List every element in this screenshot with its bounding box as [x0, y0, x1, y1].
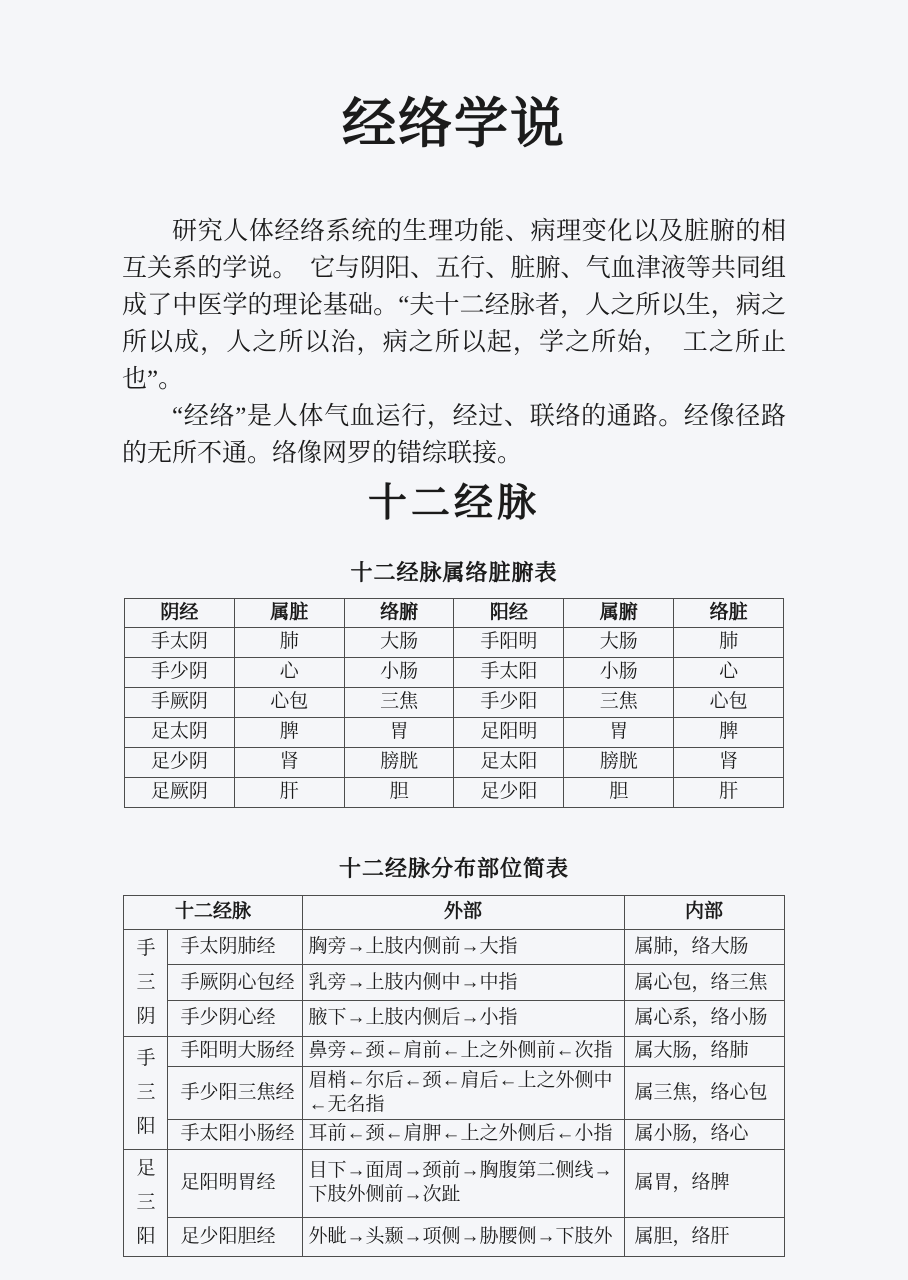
table-cell: 肾	[674, 747, 784, 777]
table-cell: 小肠	[564, 657, 674, 687]
column-header: 外部	[302, 895, 624, 929]
table-cell: 三焦	[564, 687, 674, 717]
table-row	[124, 965, 784, 1001]
organ-relationship-table	[124, 598, 784, 808]
internal-relation: 属心包，络三焦	[624, 965, 784, 1001]
table-cell: 手阳明	[454, 627, 564, 657]
table-row	[124, 1218, 784, 1257]
external-path: 目下→面周→颈前→胸腹第二侧线→下肢外侧前→次趾	[302, 1149, 624, 1217]
table-cell: 足少阳	[454, 777, 564, 807]
table-row	[125, 717, 784, 747]
distribution-table	[123, 895, 784, 1257]
external-path: 眉梢←尔后←颈←肩后←上之外侧中←无名指	[302, 1066, 624, 1119]
table-row	[124, 1066, 784, 1119]
internal-relation: 属小肠，络心	[624, 1119, 784, 1149]
table-cell: 足厥阴	[125, 777, 235, 807]
table-row	[125, 687, 784, 717]
column-header: 属脏	[234, 598, 344, 627]
meridian-name: 手少阴心经	[168, 1001, 302, 1037]
table-cell: 膀胱	[564, 747, 674, 777]
table-row	[125, 777, 784, 807]
table-cell: 足阳明	[454, 717, 564, 747]
table-cell: 膀胱	[344, 747, 454, 777]
table-cell: 心	[674, 657, 784, 687]
table-header-row	[125, 598, 784, 627]
page-title: 经络学说	[342, 94, 566, 154]
table-cell: 足太阴	[125, 717, 235, 747]
table-cell: 足太阳	[454, 747, 564, 777]
table-cell: 手太阳	[454, 657, 564, 687]
external-path: 乳旁→上肢内侧中→中指	[302, 965, 624, 1001]
external-path: 鼻旁←颈←肩前←上之外侧前←次指	[302, 1036, 624, 1066]
section-heading-twelve-meridians: 十二经脉	[367, 481, 540, 525]
table-cell: 大肠	[564, 627, 674, 657]
table-cell: 脾	[674, 717, 784, 747]
table-cell: 大肠	[344, 627, 454, 657]
table-row	[124, 1119, 784, 1149]
table-row	[125, 657, 784, 687]
table-cell: 心包	[234, 687, 344, 717]
table-cell: 肝	[674, 777, 784, 807]
internal-relation: 属胆，络肝	[624, 1218, 784, 1257]
table-cell: 手少阴	[125, 657, 235, 687]
table-row	[125, 627, 784, 657]
intro-text	[122, 213, 786, 472]
meridian-name: 足阳明胃经	[168, 1149, 302, 1217]
group-label: 手三阴	[124, 929, 168, 1036]
group-label: 足三阳	[124, 1149, 168, 1256]
column-header: 内部	[624, 895, 784, 929]
column-header: 阴经	[125, 598, 235, 627]
meridian-name: 手太阳小肠经	[168, 1119, 302, 1149]
meridian-name: 手厥阴心包经	[168, 965, 302, 1001]
table-cell: 手太阴	[125, 627, 235, 657]
internal-relation: 属肺，络大肠	[624, 929, 784, 965]
meridian-name: 手太阴肺经	[168, 929, 302, 965]
column-header: 络脏	[674, 598, 784, 627]
column-header: 络腑	[344, 598, 454, 627]
internal-relation: 属大肠，络肺	[624, 1036, 784, 1066]
meridian-name: 足少阳胆经	[168, 1218, 302, 1257]
external-path: 耳前←颈←肩胛←上之外侧后←小指	[302, 1119, 624, 1149]
table1-caption: 十二经脉属络脏腑表	[350, 559, 558, 585]
table-cell: 手厥阴	[125, 687, 235, 717]
table-cell: 心包	[674, 687, 784, 717]
table-cell: 足少阴	[125, 747, 235, 777]
table-row	[124, 929, 784, 965]
table-cell: 脾	[234, 717, 344, 747]
table-row	[124, 1001, 784, 1037]
table-cell: 心	[234, 657, 344, 687]
table-row	[124, 1149, 784, 1217]
external-path: 胸旁→上肢内侧前→大指	[302, 929, 624, 965]
column-header: 属腑	[564, 598, 674, 627]
table-cell: 肺	[674, 627, 784, 657]
column-header: 阳经	[454, 598, 564, 627]
table-cell: 胆	[564, 777, 674, 807]
table-row	[124, 1036, 784, 1066]
table-cell: 小肠	[344, 657, 454, 687]
internal-relation: 属心系，络小肠	[624, 1001, 784, 1037]
group-label: 手三阳	[124, 1036, 168, 1149]
table-cell: 手少阳	[454, 687, 564, 717]
paragraph-2: “经络”是人体气血运行，经过、联络的通路。经像径路的无所不通。络像网罗的错综联接。	[122, 402, 786, 467]
internal-relation: 属三焦，络心包	[624, 1066, 784, 1119]
paragraph-1: 研究人体经络系统的生理功能、病理变化以及脏腑的相互关系的学说。 它与阴阳、五行、脏腑、气血津液等共同组成了中医学的理论基础。“夫十二经脉者，人之所以生，病之所以成，人之所以治，病之所以起，学之所始， 工之所止也”。	[122, 217, 786, 393]
column-header: 十二经脉	[124, 895, 302, 929]
table-row	[125, 747, 784, 777]
meridian-name: 手少阳三焦经	[168, 1066, 302, 1119]
table-cell: 三焦	[344, 687, 454, 717]
table-cell: 肝	[234, 777, 344, 807]
external-path: 腋下→上肢内侧后→小指	[302, 1001, 624, 1037]
table-header-row	[124, 895, 784, 929]
meridian-name: 手阳明大肠经	[168, 1036, 302, 1066]
table-cell: 胃	[564, 717, 674, 747]
table-cell: 肾	[234, 747, 344, 777]
table2-caption: 十二经脉分布部位简表	[338, 855, 569, 881]
table-cell: 肺	[234, 627, 344, 657]
table-cell: 胃	[344, 717, 454, 747]
external-path: 外眦→头颞→项侧→胁腰侧→下肢外	[302, 1218, 624, 1257]
table-cell: 胆	[344, 777, 454, 807]
internal-relation: 属胃，络脾	[624, 1149, 784, 1217]
